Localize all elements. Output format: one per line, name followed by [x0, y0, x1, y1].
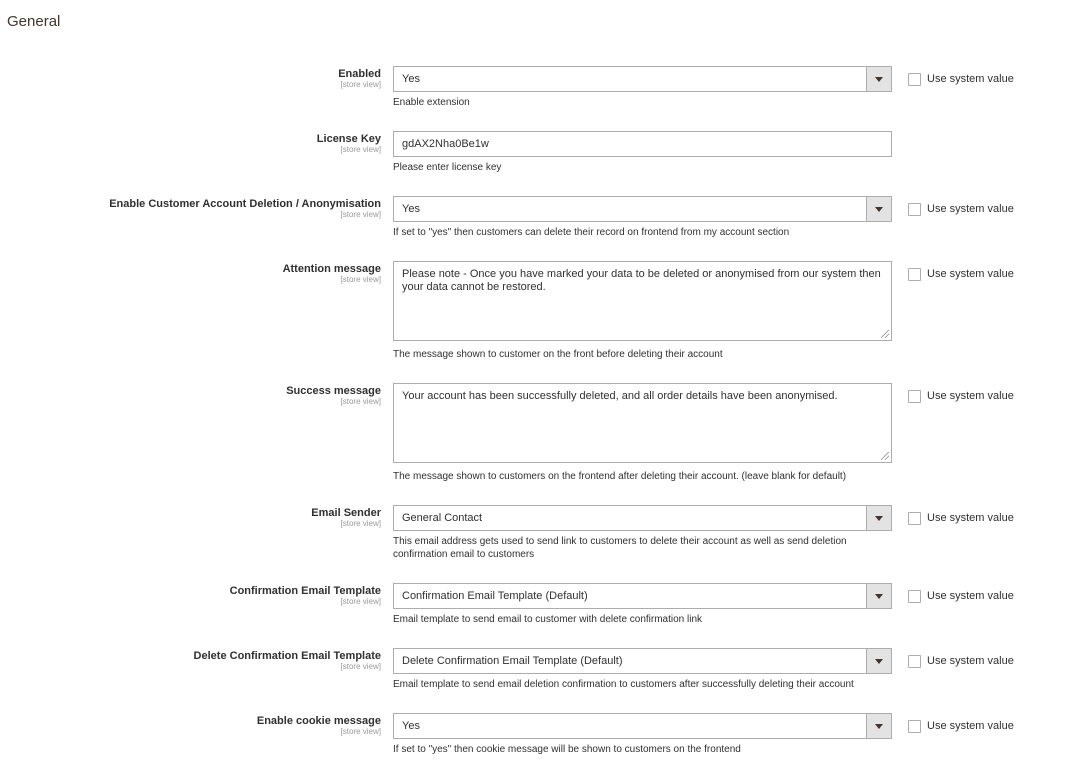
checkbox-label: Use system value: [927, 655, 1014, 668]
field-label-delete-confirmation-template: [194, 650, 381, 671]
scope-text: [store view]: [340, 727, 381, 736]
checkbox[interactable]: [908, 203, 921, 216]
chevron-down-icon: [875, 207, 883, 212]
use-system-value-enable-cookie[interactable]: [908, 719, 1014, 733]
dropdown-button[interactable]: [866, 649, 891, 673]
field-label-enable-cookie: [257, 715, 381, 736]
dropdown-button[interactable]: [866, 67, 891, 91]
checkbox-label: Use system value: [927, 512, 1014, 525]
field-label-confirmation-template: [230, 585, 381, 606]
select-value: Yes: [402, 203, 420, 215]
chevron-down-icon: [875, 594, 883, 599]
label-text: Delete Confirmation Email Template: [193, 650, 381, 662]
use-system-value-attention-message[interactable]: [908, 267, 1014, 281]
checkbox[interactable]: [908, 655, 921, 668]
enable-deletion-select[interactable]: [393, 196, 892, 222]
use-system-value-delete-confirmation-template[interactable]: [908, 654, 1014, 668]
confirmation-template-select[interactable]: [393, 583, 892, 609]
label-text: Confirmation Email Template: [229, 585, 381, 597]
success-message-textarea[interactable]: [393, 383, 892, 463]
field-note-license-key: Please enter license key: [393, 162, 502, 173]
chevron-down-icon: [875, 77, 883, 82]
checkbox[interactable]: [908, 720, 921, 733]
dropdown-button[interactable]: [866, 506, 891, 530]
scope-text: [store view]: [340, 80, 381, 89]
textarea-value: Please note - Once you have marked your data to be deleted or anonymised from our system then your data cannot be restored.: [402, 268, 881, 293]
chevron-down-icon: [875, 659, 883, 664]
field-label-enable-deletion: [109, 198, 381, 219]
checkbox[interactable]: [908, 512, 921, 525]
select-value: Yes: [402, 720, 420, 732]
select-value: Confirmation Email Template (Default): [402, 590, 588, 602]
scope-text: [store view]: [340, 145, 381, 154]
enable-cookie-select[interactable]: [393, 713, 892, 739]
checkbox-label: Use system value: [927, 203, 1014, 216]
dropdown-button[interactable]: [866, 197, 891, 221]
checkbox-label: Use system value: [927, 720, 1014, 733]
scope-text: [store view]: [340, 275, 381, 284]
field-label-enabled: [338, 68, 381, 89]
use-system-value-enable-deletion[interactable]: [908, 202, 1014, 216]
resize-handle-icon[interactable]: [881, 330, 889, 338]
attention-message-textarea[interactable]: [393, 261, 892, 341]
use-system-value-success-message[interactable]: [908, 389, 1014, 403]
checkbox-label: Use system value: [927, 268, 1014, 281]
checkbox-label: Use system value: [927, 390, 1014, 403]
field-label-success-message: [286, 385, 381, 406]
label-text: Enabled: [338, 68, 381, 80]
checkbox[interactable]: [908, 73, 921, 86]
checkbox[interactable]: [908, 390, 921, 403]
label-text: Email Sender: [311, 507, 381, 519]
use-system-value-confirmation-template[interactable]: [908, 589, 1014, 603]
field-note-success-message: The message shown to customers on the frontend after deleting their account. (leave blank for default): [393, 471, 847, 482]
label-text: Success message: [286, 385, 381, 397]
field-note-attention-message: The message shown to customer on the front before deleting their account: [393, 349, 723, 360]
label-text: License Key: [316, 133, 381, 145]
use-system-value-enabled[interactable]: [908, 72, 1014, 86]
chevron-down-icon: [875, 516, 883, 521]
select-value: Delete Confirmation Email Template (Default): [402, 655, 623, 667]
field-label-attention-message: [283, 263, 381, 284]
section-title: General: [7, 13, 61, 30]
scope-text: [store view]: [340, 210, 381, 219]
field-note-enabled: Enable extension: [393, 97, 470, 108]
checkbox[interactable]: [908, 590, 921, 603]
scope-text: [store view]: [340, 397, 381, 406]
scope-text: [store view]: [340, 597, 381, 606]
textarea-value: Your account has been successfully deleted, and all order details have been anonymised.: [402, 390, 838, 402]
checkbox[interactable]: [908, 268, 921, 281]
select-value: Yes: [402, 73, 420, 85]
license-key-input[interactable]: [393, 131, 892, 157]
checkbox-label: Use system value: [927, 590, 1014, 603]
field-note-delete-confirmation-template: Email template to send email deletion confirmation to customers after successfully deleting their account: [393, 679, 854, 690]
dropdown-button[interactable]: [866, 714, 891, 738]
email-sender-select[interactable]: [393, 505, 892, 531]
scope-text: [store view]: [340, 519, 381, 528]
field-note-email-sender: This email address gets used to send link to customers to delete their account as well as send deletion confirmation email to customers: [393, 536, 847, 560]
enabled-select[interactable]: [393, 66, 892, 92]
label-text: Enable Customer Account Deletion / Anonymisation: [109, 198, 381, 210]
field-note-enable-cookie: If set to "yes" then cookie message will be shown to customers on the frontend: [393, 744, 741, 755]
resize-handle-icon[interactable]: [881, 452, 889, 460]
field-label-email-sender: [311, 507, 381, 528]
label-text: Enable cookie message: [256, 715, 381, 727]
delete-confirmation-template-select[interactable]: [393, 648, 892, 674]
field-label-license-key: [317, 133, 381, 154]
field-note-confirmation-template: Email template to send email to customer with delete confirmation link: [393, 614, 703, 625]
use-system-value-email-sender[interactable]: [908, 511, 1014, 525]
input-value: gdAX2Nha0Be1w: [402, 138, 489, 150]
dropdown-button[interactable]: [866, 584, 891, 608]
scope-text: [store view]: [340, 662, 381, 671]
label-text: Attention message: [282, 263, 381, 275]
select-value: General Contact: [402, 512, 483, 524]
field-note-enable-deletion: If set to "yes" then customers can delete their record on frontend from my account section: [393, 227, 790, 238]
chevron-down-icon: [875, 724, 883, 729]
checkbox-label: Use system value: [927, 73, 1014, 86]
